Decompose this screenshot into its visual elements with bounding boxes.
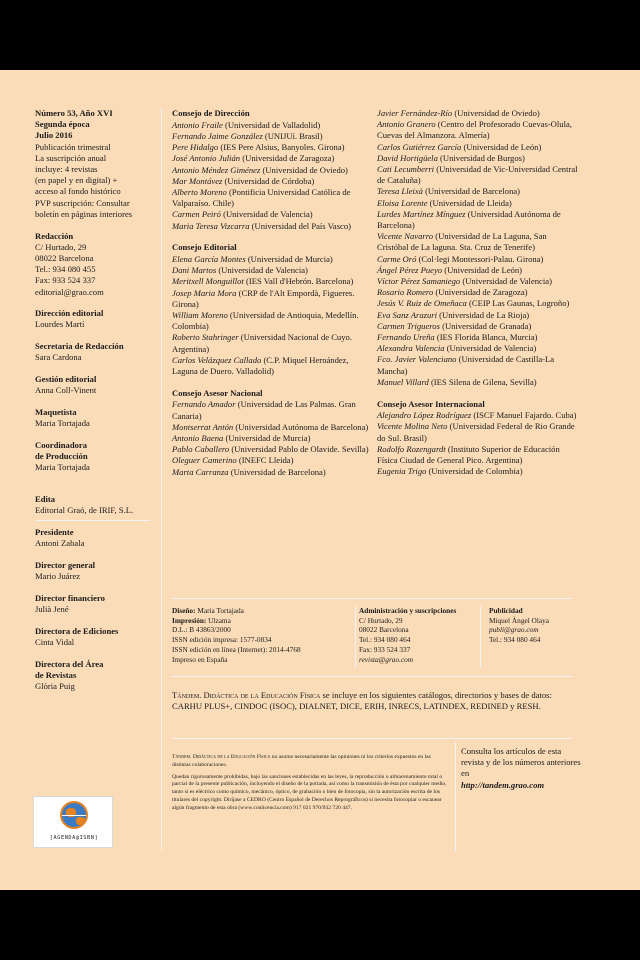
member-name: Manuel Villard [377,376,429,387]
staff-detail: Maria Tortajada [35,418,90,429]
admin-heading: Administración y suscripciones [359,606,457,615]
board-member [377,444,579,466]
admin-line: C/ Hurtado, 29 [359,615,403,625]
footer-divider [355,606,356,668]
board-member [377,153,579,164]
board-section [172,108,370,232]
staff-block [35,527,150,549]
member-affiliation: (Universidad de Oviedo) [260,164,348,175]
member-name: William Moreno [172,309,228,320]
member-affiliation: (Universidad de Zaragoza) [240,153,335,164]
issue-line: (en papel y en digital) + [35,175,118,186]
member-affiliation: (Universidad de Oviedo) [452,108,540,118]
advertising-email-link[interactable]: publi@grao.com [489,625,539,635]
footer-divider [480,606,481,668]
legal-disclaimer: no asume necesariamente las opiniones ni los criterios expuestos en las distintas colaboraciones. [172,754,431,768]
legal-journal-title: Tándem. Didáctica de la Educación Física [172,754,271,760]
member-name: Pablo Caballero [172,444,230,455]
legal-notice [172,754,450,817]
board-member [377,254,579,265]
member-name: Roberto Stahringer [172,332,239,343]
globe-icon [60,801,88,829]
member-name: Carme Oró [377,253,417,264]
staff-role: Director general [35,559,96,570]
member-affiliation: (Universidad Federal de Rio Grande do Sul. Brasil) [377,421,575,443]
member-name: Vicente Molina Neto [377,421,448,432]
board-member [377,343,579,354]
member-affiliation: (Universidad de Córdoba) [222,175,315,186]
board-member [172,433,370,444]
staff-block [35,308,150,330]
member-affiliation: (C.P. Miquel Hernández, Laguna de Duero. Valladolid) [172,354,349,376]
member-name: Marta Carranza [172,466,229,477]
member-name: Cati Lecumberri [377,164,435,175]
member-name: José Antonio Julián [172,153,241,164]
staff-detail: Antoni Zabala [35,538,85,549]
board-section [377,108,579,388]
consult-block [461,746,581,791]
member-name: Fernando Jaime González [172,130,263,141]
board-member [377,321,579,332]
member-name: Josep Maria Mora [172,287,237,298]
journal-title: Tándem. Didáctica de la Educación Física [172,690,321,700]
footer-top-rule [172,598,572,599]
member-name: Alberto Moreno [172,186,227,197]
member-name: Meritxell Monguillot [172,276,244,287]
staff-role: Dirección editorial [35,308,104,319]
member-affiliation: (IES Pere Alsius, Banyoles. Girona) [218,142,345,153]
catalog-text: se incluye en los siguientes catálogos, directorios y bases de datos: CARHU PLUS+, CINDOC (ISOC), DIALNET, DICE, ERIH, INRECS, LATINDEX, REDINED y RESH. [172,690,552,712]
staff-role: Redacción [35,230,74,241]
staff-detail: Maria Tortajada [35,462,90,473]
member-name: Dani Martos [172,265,217,276]
board-member [377,186,579,197]
staff-detail: Glòria Puig [35,680,75,691]
member-affiliation: (Universidad de Valencia) [220,209,313,220]
board-member [377,198,579,209]
member-name: Antonio Fraile [172,119,223,130]
staff-block [35,341,150,363]
member-name: Alexandra Valencia [377,343,445,354]
admin-line: Tel.: 934 080 464 [359,635,411,645]
member-affiliation: (Universidad de Vic-Universidad Central de Cataluña) [377,164,578,186]
board-section [172,242,370,377]
member-affiliation: (Universidad de Granada) [439,320,532,331]
board-member [172,254,370,265]
staff-detail: Editorial Graó, de IRIF, S.L. [35,505,134,516]
board-member [377,209,579,231]
staff-block [35,440,150,474]
member-name: Teresa Lleixà [377,186,423,197]
member-name: Vicente Navarro [377,231,434,242]
member-name: Eloisa Lorente [377,197,428,208]
member-affiliation: (Universidad de Burgos) [437,152,525,163]
board-heading: Consejo Asesor Internacional [377,398,485,409]
member-affiliation: (Universidad de León) [442,264,523,275]
member-name: Alejandro López Rodríguez [377,410,472,421]
member-name: Fernando Ureña [377,332,435,343]
member-name: Eugenia Trigo [377,466,427,477]
staff-detail: Lourdes Martí [35,319,85,330]
board-member [377,142,579,153]
issue-line: Publicación trimestral [35,141,111,152]
design-label: Diseño: [172,606,196,615]
board-member [172,332,370,354]
member-affiliation: (Universidad de Barcelona) [228,466,326,477]
staff-block [35,231,150,298]
member-affiliation: (Universidad de Castilla-La Mancha) [377,354,555,376]
staff-block [35,560,150,582]
advertising-phone: Tel.: 934 080 464 [489,635,541,645]
staff-block [35,374,150,396]
member-affiliation: (IES Vall d'Hebrón. Barcelona) [243,276,354,287]
member-affiliation: (INEFC Lleida) [236,455,294,466]
member-affiliation: (CRP de l'Alt Empordà, Figueres. Girona) [172,287,355,309]
legal-divider [455,742,456,852]
member-name: Javier Fernández-Río [377,108,453,118]
admin-block [359,606,477,664]
consult-text: Consulta los artículos de esta revista y de los números anteriores en [461,746,581,779]
board-heading: Consejo de Dirección [172,108,250,118]
member-name: Víctor Pérez Samaniego [377,276,461,287]
staff-block [35,407,150,429]
catalog-rule [172,738,572,739]
member-name: Rosario Romero [377,287,434,298]
staff-role: Director financiero [35,592,105,603]
board-member [172,422,370,433]
member-affiliation: (Universidad de Las Palmas. Gran Canaria) [172,399,356,421]
member-name: Carlos Gutiérrez García [377,141,462,152]
member-affiliation: (Universidad de Valencia) [460,276,552,287]
legal-copyright: Quedan rigurosamente prohibidas, bajo las sanciones establecidas en las leyes, la reproducción o almacenamiento total o parcial de la presente publicación, incluyendo el diseño de la portada, así como la transmisión de ésta por cualquier medio, tanto si es eléctrico como químico, mecánico, óptico, de grabación o bien de fotocopia, sin la autorización escrita de los titulares del copyright. Diríjase a CEDRO (Centro Español de Derechos Reprográficos) si necesita fotocopiar o escanear algún fragmento de esta obra (www.conlicencia.com) 917 021 970/932 720 447. [172,773,447,811]
logo-text: [AGENDA@ISBN] [49,835,99,841]
credits-block [172,606,352,664]
publisher-blocks [35,494,150,692]
staff-role: Secretaria de Redacción [35,341,124,352]
member-name: Pere Hidalgo [172,142,219,153]
member-affiliation: (Universidad de Valencia) [216,265,308,276]
member-affiliation: (Universidad de Zaragoza) [433,287,528,298]
masthead-middle-column [172,108,370,488]
masthead-left-column [35,108,150,703]
member-name: Oleguer Camerino [172,455,237,466]
board-member [172,399,370,421]
advertising-contact: Miquel Àngel Olaya [489,615,549,625]
member-affiliation: (Universidad Nacional de Cuyo. Argentina) [172,332,352,354]
board-member [172,176,370,187]
member-affiliation: (Universidad de Antioquia, Medellín. Colombia) [172,309,359,332]
advertising-heading: Publicidad [489,606,523,615]
board-member [377,354,579,376]
member-name: Elena García Montes [172,253,246,264]
issue-line: acceso al fondo histórico [35,186,121,197]
board-member [377,119,579,141]
member-name: Lurdes Martínez Mínguez [377,208,466,219]
board-member [172,467,370,478]
printed-in: Impreso en España [172,654,228,664]
staff-detail: Fax: 933 524 337 [35,275,96,286]
staff-detail: Julià Jené [35,603,69,614]
board-member [377,377,579,388]
member-affiliation: (Universidad de Murcia) [245,253,333,264]
board-member [377,466,579,477]
staff-detail: editorial@grao.com [35,286,104,297]
board-member [377,332,579,343]
board-heading: Consejo Editorial [172,242,237,253]
member-name: Antonio Méndez Giménez [172,164,261,175]
member-name: Maria Teresa Vizcarra [172,220,250,231]
board-member [377,421,579,443]
member-name: Eva Sanz Arazuri [377,309,438,320]
board-member [377,231,579,253]
member-affiliation: (Pontificia Universidad Católica de Valparaíso. Chile) [172,186,351,209]
member-affiliation: (Instituto Superior de Educación Física Ciudad de General Pico. Argentina) [377,443,560,466]
board-member [172,355,370,377]
left-divider [35,520,150,521]
staff-block [35,494,150,516]
print-label: Impresión: [172,615,207,625]
issn-online: ISSN edición en línea (Internet): 2014-4768 [172,644,301,654]
member-name: Carmen Peiró [172,209,221,220]
board-member [377,276,579,287]
member-affiliation: (Universidad de Colombia) [426,466,523,477]
issue-number: Número 53, Año XVI [35,108,113,118]
issue-line: La suscripción anual [35,152,107,163]
issue-line: incluye: 4 revistas [35,164,98,175]
board-member [377,298,579,309]
staff-role: Presidente [35,526,74,537]
member-affiliation: (Universidad de Valladolid) [222,119,321,130]
issue-date: Julio 2016 [35,130,73,141]
board-member [172,142,370,153]
member-name: Rodolfo Rozengardt [377,443,446,454]
member-affiliation: (IES Silena de Gilena, Sevilla) [428,376,537,387]
member-name: Antonio Granero [377,119,436,130]
board-member [172,276,370,287]
board-member [377,310,579,321]
member-name: Antonio Baena [172,432,224,443]
member-name: Montserrat Antón [172,421,234,432]
board-member [377,287,579,298]
issn-print: ISSN edición impresa: 1577-0834 [172,635,272,645]
member-name: Mar Montávez [172,175,223,186]
board-member [172,131,370,142]
member-affiliation: (Centro del Profesorado Cuevas-Olula, Cuevas del Almanzora. Almería) [377,119,572,141]
staff-detail: Anna Coll-Vinent [35,385,97,396]
advertising-block [489,606,584,645]
board-member [172,288,370,310]
staff-role: Directora de Ediciones [35,625,119,636]
board-member [172,209,370,220]
member-affiliation: (ISCF Manuel Fajardo. Cuba) [471,410,577,421]
member-affiliation: (Universidad de Murcia) [223,432,311,443]
staff-block [35,626,150,648]
design-value: Maria Tortajada [195,606,244,615]
staff-detail: C/ Hurtado, 29 [35,241,87,252]
staff-block [35,593,150,615]
member-affiliation: (CEIP Las Gaunas, Logroño) [466,298,570,309]
column-divider [161,108,162,850]
staff-detail: Cinta Vidal [35,636,75,647]
member-affiliation: (Universidad Autónoma de Barcelona) [233,421,369,432]
board-member [172,120,370,131]
board-section [172,388,370,478]
member-affiliation: (Universidad del País Vasco) [249,220,352,231]
board-member [377,164,579,186]
agenda-isbn-logo [33,796,113,848]
staff-role: Gestión editorial [35,374,97,385]
member-name: Carmen Trigueros [377,320,440,331]
admin-email-link[interactable]: revista@grao.com [359,654,414,664]
member-name: Fco. Javier Valenciano [377,354,457,365]
member-affiliation: (Universidad Autónoma de Barcelona) [377,208,561,231]
member-name: Jesús V. Ruiz de Omeñaca [377,298,467,309]
member-name: Ángel Pérez Pueyo [377,264,443,275]
member-affiliation: (Universidad de Barcelona) [422,186,521,197]
staff-role: Directora del Área de Revistas [35,658,104,680]
masthead-right-column [377,108,579,488]
footer-rule [172,676,572,677]
staff-block [35,659,150,693]
print-value: Ulzama [206,615,231,625]
catalog-statement [172,690,572,712]
staff-detail: 08022 Barcelona [35,252,94,263]
issue-epoch: Segunda época [35,119,90,130]
issue-line: boletín en páginas interiores [35,208,133,219]
staff-detail: Sara Cardona [35,352,82,363]
board-section [377,399,579,478]
board-member [172,265,370,276]
member-name: David Hortigüela [377,152,438,163]
board-member [172,444,370,455]
board-heading: Consejo Asesor Nacional [172,387,263,398]
board-member [172,153,370,164]
member-affiliation: (Universidad de León) [461,141,542,152]
staff-role: Maquetista [35,406,77,417]
staff-blocks [35,231,150,474]
board-member [377,265,579,276]
member-name: Carlos Velázquez Callado [172,354,262,365]
member-affiliation: (Col·legi Montessori-Palau. Girona) [416,253,544,264]
member-affiliation: (Universidad de Valencia) [444,343,537,354]
member-affiliation: (Universidad de La Laguna, San Cristóbal de La laguna. Sta. Cruz de Tenerife) [377,231,547,253]
board-member [172,165,370,176]
board-member [172,310,370,332]
member-affiliation: (Universidad Pablo de Olavide. Sevilla) [229,444,369,455]
board-member [377,108,579,119]
admin-line: Fax: 933 524 337 [359,644,411,654]
staff-detail: Mario Juárez [35,571,81,581]
issue-line: PVP suscripción: Consultar [35,197,130,208]
staff-detail: Tel.: 934 080 455 [35,264,96,275]
legal-deposit: D.L.: B 43863/2000 [172,625,231,635]
member-affiliation: (Universidad de Lleida) [427,197,512,208]
member-affiliation: (IES Florida Blanca, Murcia) [434,332,538,343]
member-affiliation: (Universidad de La Rioja) [437,309,530,320]
admin-line: 08022 Barcelona [359,625,409,635]
website-link[interactable]: http://tandem.grao.com [461,779,545,790]
masthead-page [0,70,640,890]
member-affiliation: (UNIJUí. Brasil) [262,130,323,141]
board-member [172,187,370,209]
board-member [172,455,370,466]
staff-role: Coordinadora de Producción [35,439,88,462]
board-member [172,221,370,232]
board-member [377,410,579,421]
staff-role: Edita [35,493,56,504]
member-name: Fernando Amador [172,399,236,410]
issue-info [35,108,150,220]
